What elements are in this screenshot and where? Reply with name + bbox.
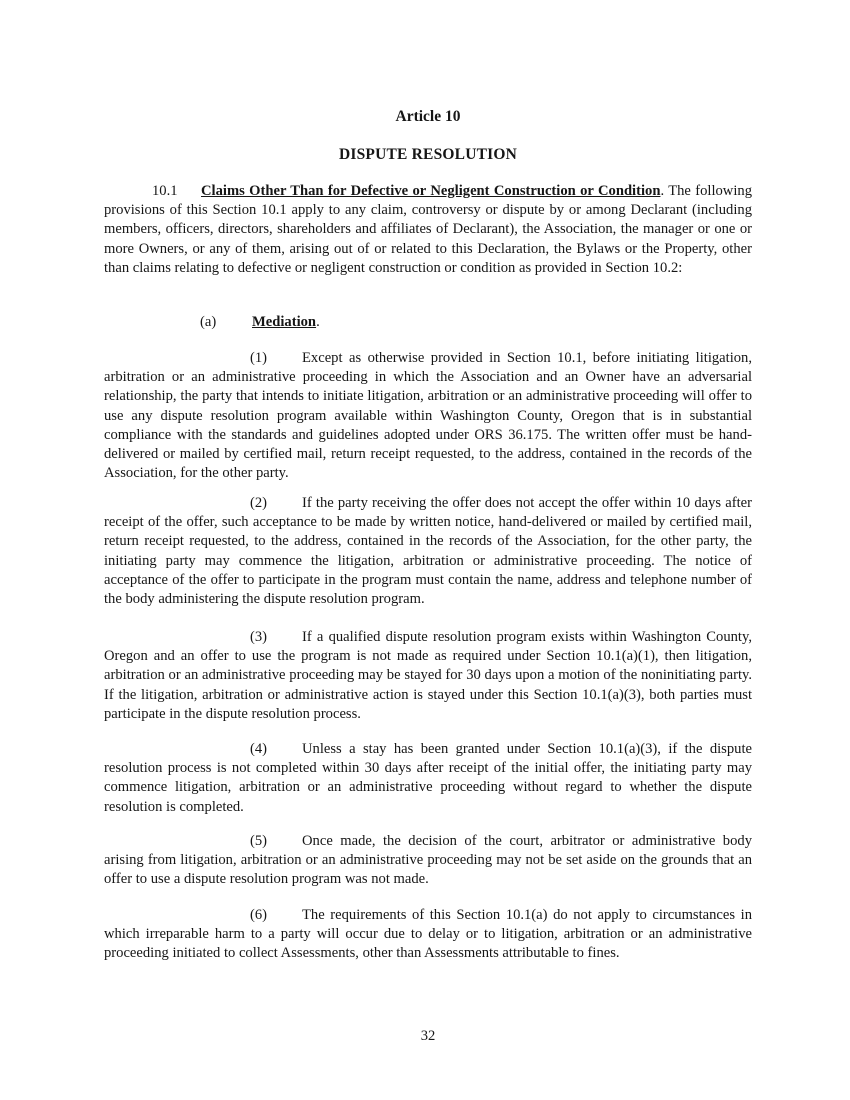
item-number: (6) [250, 907, 268, 923]
item-text: Except as otherwise provided in Section 10.1, before initiating litigation, arbitration or an administrative proceeding in which the Association and an Owner have an adversarial relationship, the party that intends to initiate litigation, arbitration or an administrative proceeding will offer to use any dispute resolution program available within Washington County, Oregon that is in substantial compliance with the standards and guidelines adopted under ORS 36.175. The written offer must be hand-delivered or mailed by certified mail, return receipt requested, to the address, contained in the records of the Association, for the other party. [104, 350, 752, 482]
list-item [104, 906, 752, 964]
list-item [104, 349, 752, 483]
section-title: DISPUTE RESOLUTION [338, 146, 518, 163]
section-10-1-paragraph [104, 182, 752, 278]
item-number: (1) [250, 350, 268, 366]
item-text: If the party receiving the offer does not accept the offer within 10 days after receipt of the offer, such acceptance to be made by written notice, hand-delivered or mailed by certified mail, return receipt requested, to the address, contained in the records of the Association, for the other party, the initiating party may commence the litigation, arbitration or administrative proceeding. The notice of acceptance of the offer to participate in the program must contain the name, address and telephone number of the body administering the dispute resolution program. [104, 495, 752, 608]
list-item [104, 494, 752, 609]
list-item [104, 832, 752, 890]
list-item [104, 628, 752, 724]
subsection-heading [200, 313, 320, 332]
item-number: (2) [250, 495, 268, 511]
section-heading: Claims Other Than for Defective or Negligent Construction or Condition [201, 183, 661, 199]
item-number: (3) [250, 629, 268, 645]
section-body-text: The following provisions of this Section 10.1 apply to any claim, controversy or dispute by or among Declarant (including members, officers, directors, shareholders and affiliates of Declarant), the Association, the manager or one or more Owners, or any of them, arising out of or related to this Declaration, the Bylaws or the Property, other than claims relating to defective or negligent construction or condition as provided in Section 10.2: [104, 183, 752, 276]
subsection-title-period: . [316, 314, 320, 330]
list-item [104, 740, 752, 817]
section-number: 10.1 [152, 183, 178, 199]
item-text: Unless a stay has been granted under Section 10.1(a)(3), if the dispute resolution process is not completed within 30 days after receipt of the initial offer, the initiating party may commence litigation, arbitration or an administrative proceeding without regard to whether the dispute resolution is completed. [104, 741, 752, 815]
article-title: Article 10 [395, 108, 461, 125]
page-number: 32 [420, 1028, 436, 1044]
item-text: Once made, the decision of the court, arbitrator or administrative body arising from litigation, arbitration or an administrative proceeding may not be set aside on the grounds that an offer to use a dispute resolution program was not made. [104, 833, 752, 888]
section-heading-period: . [660, 183, 665, 199]
item-text: The requirements of this Section 10.1(a) do not apply to circumstances in which irreparable harm to a party will occur due to delay or to litigation, arbitration or an administrative proceeding initiated to collect Assessments, other than Assessments attributable to fines. [104, 907, 752, 962]
item-text: If a qualified dispute resolution program exists within Washington County, Oregon and an offer to use the program is not made as required under Section 10.1(a)(1), then litigation, arbitration or an administrative proceeding may be stayed for 30 days upon a motion of the noninitiating party. If the litigation, arbitration or administrative action is stayed under this Section 10.1(a)(3), both parties must participate in the dispute resolution process. [104, 629, 752, 722]
subsection-title: Mediation [252, 314, 317, 330]
subsection-label: (a) [200, 314, 217, 330]
item-number: (5) [250, 833, 268, 849]
item-number: (4) [250, 741, 268, 757]
